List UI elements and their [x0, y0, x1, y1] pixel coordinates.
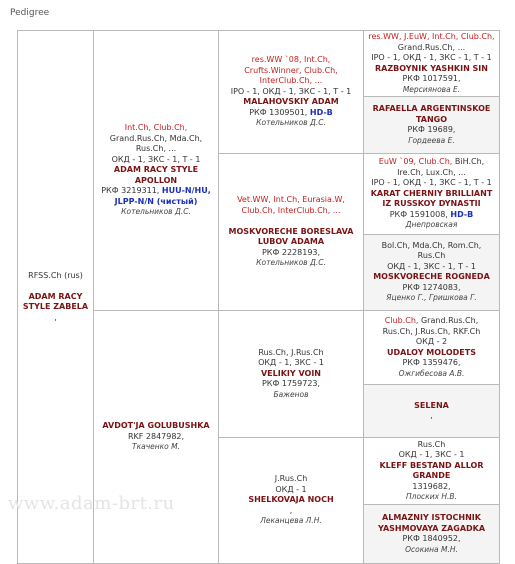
sire-hd-2: JLPP-N/N (чистый)	[114, 196, 198, 206]
sdd-cell	[364, 234, 500, 310]
dss-titles-red-tail: Grand.Rus.Ch,	[418, 316, 479, 326]
subject-cell	[18, 31, 94, 564]
ss-name[interactable]: MALAHOVSKIY ADAM	[243, 97, 339, 107]
subject-name[interactable]: ADAM RACY STYLE ZABELA	[22, 291, 89, 312]
sss-titles-red: res.WW, J.EuW, Int.Ch, Club.Ch,	[368, 32, 495, 41]
dsd-name[interactable]: SELENA	[414, 400, 449, 410]
sdd-reg: РКФ 1274083,	[402, 282, 461, 292]
sire-titles-3: ОКД - 1, ЗКС - 1, Т - 1	[111, 154, 201, 164]
ddd-reg: РКФ 1840952,	[402, 534, 461, 543]
sd-titles-red-2: Club.Ch, InterClub.Ch, ...	[241, 205, 341, 215]
sds-titles-2: IPO - 1, ОКД - 1, ЗКС - 1, Т - 1	[371, 178, 492, 188]
sss-titles-1: Grand.Rus.Ch, ...	[397, 42, 466, 52]
ss-owner: Котельников Д.С.	[256, 118, 326, 128]
sd-owner: Котельников Д.С.	[256, 258, 326, 268]
dam-owner: Ткаченко М.	[131, 442, 180, 452]
dsd-cell	[364, 385, 500, 438]
ss-titles-red-3: InterClub.Ch, ...	[259, 76, 323, 86]
ds-titles-2: ОКД - 1, ЗКС - 1	[258, 358, 324, 368]
ss-reg: РКФ 1309501,	[249, 107, 308, 117]
ddd-owner: Осокина М.Н.	[405, 544, 458, 554]
sss-owner: Мерсиянова Е.	[402, 84, 461, 94]
sd-name[interactable]: MOSKVORECHE BORESLAVA LUBOV ADAMA	[228, 226, 354, 247]
sds-name[interactable]: KARAT CHERNIY BRILLIANT IZ RUSSKOY DYNASTII	[370, 188, 493, 209]
sire-owner: Котельников Д.С.	[121, 207, 191, 217]
dd-titles-1: J.Rus.Ch	[274, 474, 308, 484]
sire-titles-red: Int.Ch, Club.Ch,	[124, 123, 188, 133]
dss-name[interactable]: UDALOY MOLODETS	[387, 347, 476, 357]
sds-hd: HD-B	[450, 209, 474, 219]
ssd-cell	[364, 97, 500, 154]
sire-titles-2: Rus.Ch, ...	[135, 144, 177, 154]
dss-titles-1: Rus.Ch, J.Rus.Ch, RKF.Ch	[382, 326, 481, 336]
dss-owner: Ожгибесова А.В.	[398, 368, 465, 378]
dds-cell	[364, 438, 500, 505]
sdd-owner: Яценко Г., Гришкова Г.	[386, 293, 477, 303]
sire-reg: РКФ 3219311,	[101, 186, 160, 196]
sss-titles-2: IPO - 1, ОКД - 1, ЗКС - 1, Т - 1	[371, 53, 492, 62]
ss-titles-1: IPO - 1, ОКД - 1, ЗКС - 1, Т - 1	[230, 86, 352, 96]
sire-name[interactable]: ADAM RACY STYLE APOLLON	[113, 165, 199, 185]
ddd-cell	[364, 505, 500, 564]
sds-cell	[364, 154, 500, 235]
ss-cell	[219, 31, 364, 154]
dd-owner: Леканцева Л.Н.	[260, 516, 322, 526]
dam-name[interactable]: AVDOT'JA GOLUBUSHKA	[102, 421, 210, 431]
ds-name[interactable]: VELIKIY VOIN	[260, 368, 321, 378]
dss-reg: РКФ 1359476,	[402, 358, 461, 368]
dss-titles-2: ОКД - 2	[415, 337, 448, 347]
sd-reg: РКФ 2228193,	[261, 247, 321, 257]
dd-note: ,	[289, 505, 293, 515]
ss-hd: HD-B	[309, 107, 333, 117]
dam-reg: RKF 2847982,	[127, 431, 185, 441]
ds-cell	[219, 311, 364, 438]
dds-titles-2: ОКД - 1, ЗКС - 1	[398, 450, 465, 459]
dss-titles-red: Club.Ch,	[384, 316, 419, 326]
ss-titles-red-1: res.WW `08, Int.Ch,	[251, 55, 331, 65]
subject-titles: RFSS.Ch (rus)	[28, 270, 83, 280]
sd-titles-red-1: Vet.WW, Int.Ch, Eurasia.W,	[237, 195, 345, 205]
dd-name[interactable]: SHELKOVAJA NOCH	[248, 495, 334, 505]
sire-hd-1: HUU-N/HU,	[161, 186, 211, 196]
sss-name[interactable]: RAZBOYNIK YASHKIN SIN	[375, 63, 488, 73]
ssd-owner: Гордеева Е.	[408, 135, 455, 145]
sdd-titles-1: Bol.Ch, Mda.Ch, Rom.Ch,	[381, 240, 482, 250]
sds-owner: Днепровская	[405, 220, 458, 230]
dam-cell	[94, 311, 219, 564]
site-watermark: www.adam-brt.ru	[8, 493, 175, 514]
pedigree-table	[17, 30, 500, 564]
dss-cell	[364, 311, 500, 385]
ddd-name[interactable]: ALMAZNIY ISTOCHNIK YASHMOVAYA ZAGADKA	[377, 513, 486, 533]
dds-owner: Плоских Н.В.	[406, 492, 457, 501]
ssd-reg: РКФ 19689,	[407, 125, 456, 134]
ds-titles-1: Rus.Ch, J.Rus.Ch	[258, 347, 324, 357]
sds-titles-red-tail: BiH.Ch,	[452, 157, 485, 167]
sire-cell	[94, 31, 219, 311]
subject-note: ,	[54, 312, 57, 322]
sdd-name[interactable]: MOSKVORECHE ROGNEDA	[373, 272, 490, 282]
dd-cell	[219, 438, 364, 564]
sss-reg: РКФ 1017591,	[402, 74, 461, 83]
dd-titles-2: ОКД - 1	[275, 484, 307, 494]
sd-cell	[219, 154, 364, 311]
sire-titles-1: Grand.Rus.Ch, Mda.Ch,	[109, 133, 203, 143]
ds-reg: РКФ 1759723,	[261, 379, 321, 389]
page-title: Pedigree	[10, 8, 50, 18]
sds-titles-1: Ire.Ch, Lux.Ch, ...	[397, 167, 466, 177]
sdd-titles-3: ОКД - 1, ЗКС - 1, Т - 1	[387, 261, 476, 271]
dds-name[interactable]: KLEFF BESTAND ALLOR GRANDE	[379, 460, 484, 480]
dds-reg: 1319682,	[412, 481, 451, 491]
ssd-name[interactable]: RAFAELLA ARGENTINSKOE TANGO	[372, 104, 491, 124]
sss-cell	[364, 31, 500, 97]
sdd-titles-2: Rus.Ch	[417, 251, 446, 261]
sds-titles-red: EuW `09, Club.Ch,	[378, 157, 453, 167]
dds-titles-1: Rus.Ch	[417, 439, 446, 449]
ds-owner: Баженов	[273, 389, 309, 399]
ss-titles-red-2: Crufts.Winner, Club.Ch,	[244, 65, 338, 75]
dsd-note: ,	[430, 411, 433, 421]
sds-reg: РКФ 1591008,	[389, 209, 448, 219]
